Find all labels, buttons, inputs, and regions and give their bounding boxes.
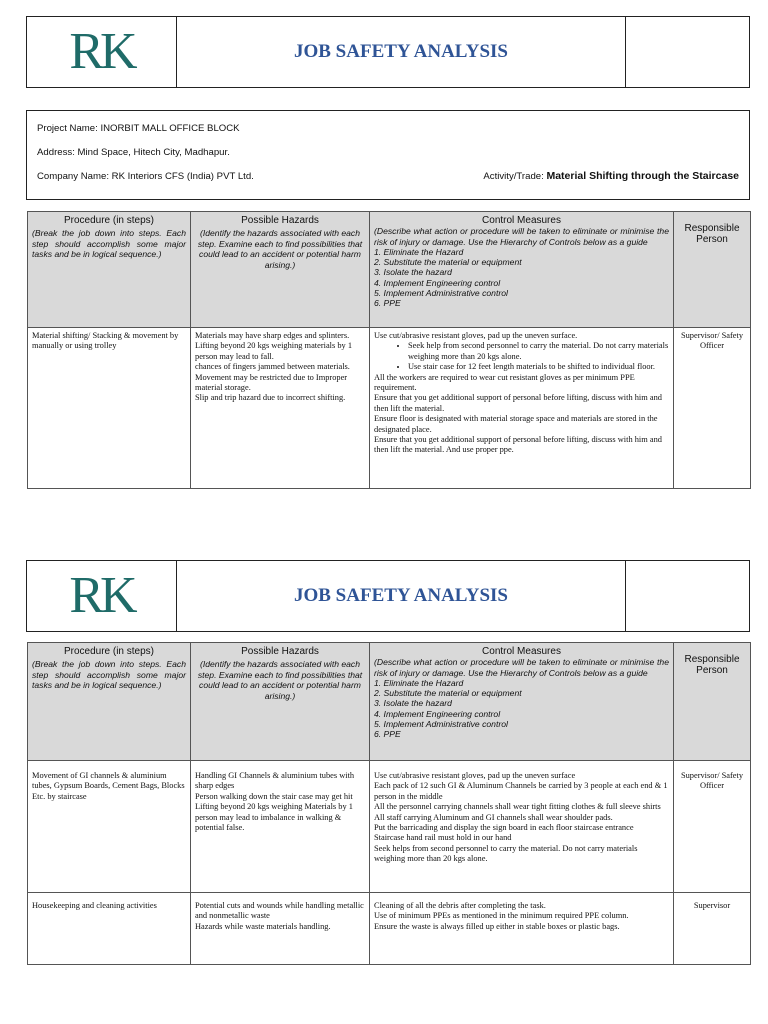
activity-value: Material Shifting through the Staircase (546, 170, 739, 182)
procedure-header: Procedure (in steps) (Break the job down into steps. Each step should accomplish some major tasks and be in logical sequence.) (28, 212, 191, 328)
table-header-row (28, 212, 751, 328)
hierarchy-guide: 1. Eliminate the Hazard 2. Substitute the material or equipment 3. Isolate the hazard 4. Implement Engineering control 5. Implement Administrative control 6. PPE (374, 247, 522, 309)
activity-label: Activity/Trade: (483, 171, 544, 182)
hierarchy-guide: 1. Eliminate the Hazard 2. Substitute the material or equipment 3. Isolate the hazard 4. Implement Engineering control 5. Implement Administrative control 6. PPE (374, 678, 522, 740)
logo-cell (27, 17, 177, 87)
page-title: JOB SAFETY ANALYSIS (177, 17, 626, 87)
table-row (28, 761, 751, 893)
company-logo: RK (69, 567, 134, 624)
procedure-cell: Housekeeping and cleaning activities (28, 893, 191, 965)
table-row (28, 328, 751, 489)
hazards-cell: Materials may have sharp edges and splinters. Lifting beyond 20 kgs weighing materials by 1 person may lead to fall. chances of fingers jammed between materials. Movement may be restricted due to Improper material storage. Slip and trip hazard due to incorrect shifting. (191, 328, 370, 489)
procedure-cell: Movement of GI channels & aluminium tubes, Gypsum Boards, Cement Bags, Blocks Etc. by staircase (28, 761, 191, 893)
procedure-header: Procedure (in steps) (Break the job down into steps. Each step should accomplish some major tasks and be in logical sequence.) (28, 643, 191, 761)
header-2 (26, 560, 750, 632)
table-row (28, 893, 751, 965)
project-name: Project Name: INORBIT MALL OFFICE BLOCK (37, 123, 240, 134)
project-address: Address: Mind Space, Hitech City, Madhapur. (37, 147, 230, 158)
table-header-row (28, 643, 751, 761)
procedure-cell: Material shifting/ Stacking & movement by manually or using trolley (28, 328, 191, 489)
logo-cell (27, 561, 177, 631)
project-info (26, 110, 750, 200)
responsible-header: Responsible Person (674, 212, 751, 328)
responsible-cell: Supervisor/ Safety Officer (674, 761, 751, 893)
hazards-cell: Handling GI Channels & aluminium tubes with sharp edges Person walking down the stair case may get hit Lifting beyond 20 kgs weighing Materials by 1 person may lead to imbalance in walking & potential false. (191, 761, 370, 893)
control-header: Control Measures (Describe what action or procedure will be taken to eliminate or minimise the risk of injury or damage. Use the Hierarchy of Controls below as a guide 1. Eliminate the Hazard 2. Substitute the material or equipment 3. Isolate the hazard 4. Implement Engineering control 5. Implement Administrative control 6. PPE (370, 212, 674, 328)
responsible-cell: Supervisor/ Safety Officer (674, 328, 751, 489)
activity-trade (483, 170, 739, 182)
jsa-table-2 (27, 642, 751, 965)
responsible-cell: Supervisor (674, 893, 751, 965)
hazards-header: Possible Hazards (Identify the hazards associated with each step. Examine each to find possibilities that could lead to an accident or potential harm arising.) (191, 212, 370, 328)
controls-cell: Cleaning of all the debris after completing the task. Use of minimum PPEs as mentioned in the minimum required PPE column. Ensure the waste is always filled up either in stable boxes or plastic bags. (370, 893, 674, 965)
hazards-header: Possible Hazards (Identify the hazards associated with each step. Examine each to find possibilities that could lead to an accident or potential harm arising.) (191, 643, 370, 761)
blank-cell (626, 561, 749, 631)
jsa-table-1 (27, 211, 751, 489)
blank-cell (626, 17, 749, 87)
page-title: JOB SAFETY ANALYSIS (177, 561, 626, 631)
controls-bullets: • Seek help from second personnel to carry the material. Do not carry materials weighing more than 20 kgs alone. • Use stair case for 12 feet length materials to be shifted to individual floor. (374, 341, 669, 372)
company-name: Company Name: RK Interiors CFS (India) PVT Ltd. (37, 171, 254, 182)
controls-cell: Use cut/abrasive resistant gloves, pad up the uneven surface. • Seek help from second personnel to carry the material. Do not carry materials weighing more than 20 kgs alone. • Use stair case for 12 feet length materials to be shifted to individual floor. All the workers are required to wear cut resistant gloves as per minimum PPE requirement. Ensure that you get additional support of personal before lifting, discuss with him and then lift the material. Ensure floor is designated with material storage space and materials are stored in the designated place. Ensure that you get additional support of personal before lifting, discuss with him and then lift the material. And use proper ppe. (370, 328, 674, 489)
header-1 (26, 16, 750, 88)
control-header: Control Measures (Describe what action or procedure will be taken to eliminate or minimise the risk of injury or damage. Use the Hierarchy of Controls below as a guide 1. Eliminate the Hazard 2. Substitute the material or equipment 3. Isolate the hazard 4. Implement Engineering control 5. Implement Administrative control 6. PPE (370, 643, 674, 761)
responsible-header: Responsible Person (674, 643, 751, 761)
company-logo: RK (69, 23, 134, 80)
controls-cell: Use cut/abrasive resistant gloves, pad up the uneven surface Each pack of 12 such GI & Aluminum Channels be carried by 3 people at each end & 1 person in the middle All the personnel carrying channels shall wear tight fitting clothes & full sleeve shirts All staff carrying Aluminum and GI channels shall wear shoulder pads. Put the barricading and display the sign board in each floor staircase entrance Staircase hand rail must hold in our hand Seek helps from second personnel to carry the material. Do not carry materials weighing more than 20 kgs alone. (370, 761, 674, 893)
hazards-cell: Potential cuts and wounds while handling metallic and nonmetallic waste Hazards while waste materials handling. (191, 893, 370, 965)
